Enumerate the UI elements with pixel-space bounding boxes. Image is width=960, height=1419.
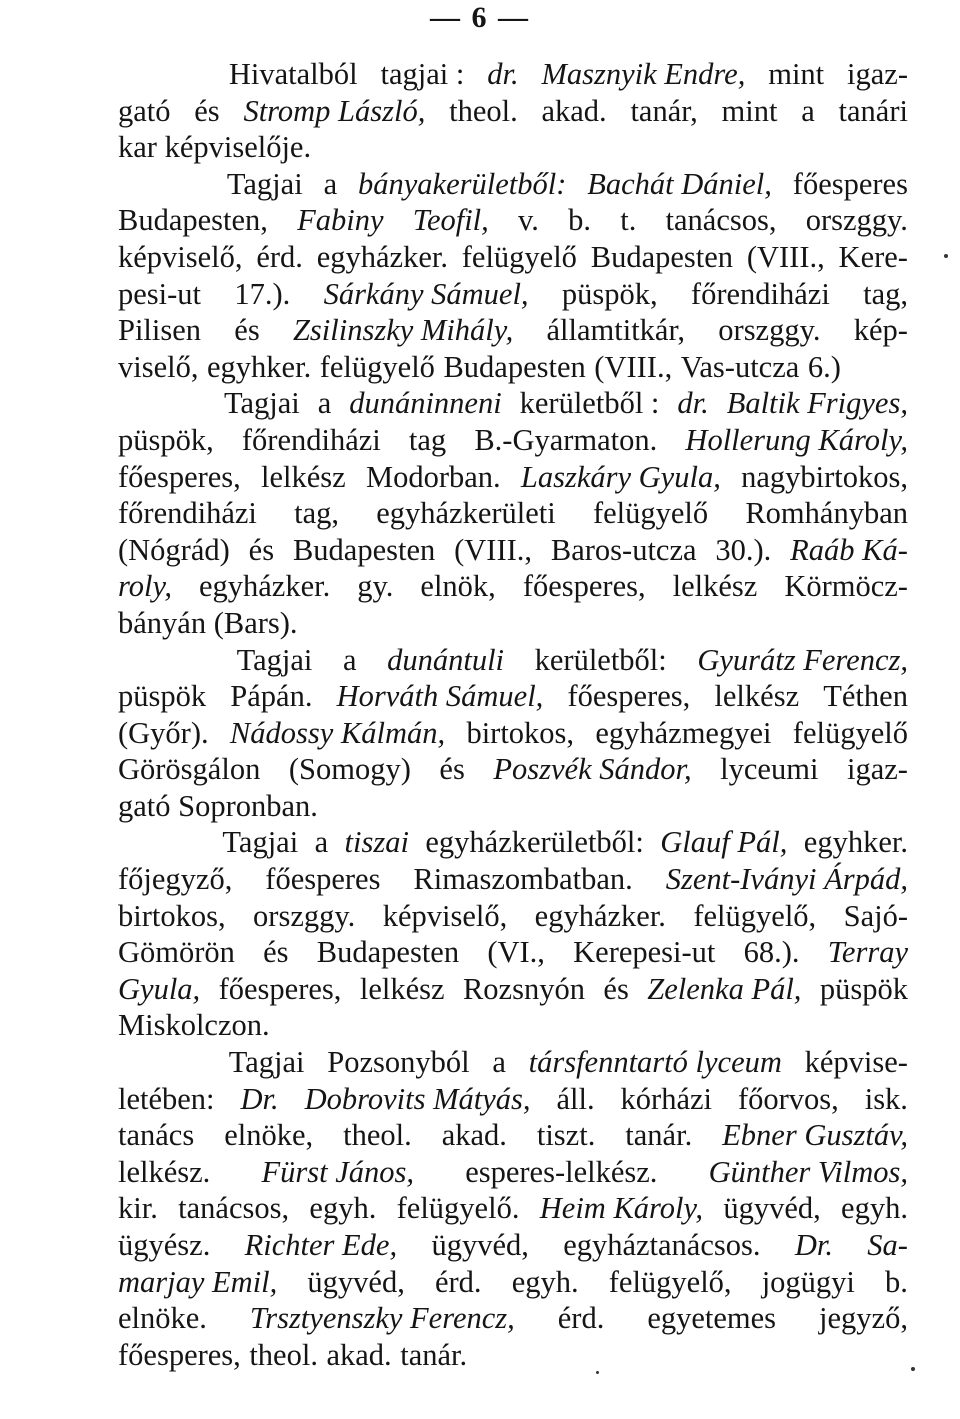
word: a [317,386,332,421]
word: ügyvéd, [307,1264,405,1299]
text-line [118,349,908,386]
word: Téthen [823,679,908,714]
word: orszggy. [718,313,821,348]
word: a [801,93,815,128]
text-line [118,276,908,313]
italic-name-text: bányakerületből: [358,166,567,201]
word: ügyvéd, [431,1228,529,1262]
italic-name-text: dr. [677,386,709,421]
word: egyhker. [803,825,908,860]
word: Budapesten [316,935,460,970]
word: a [323,166,338,201]
italic-name-text: dunáninneni [349,386,502,421]
word: jogügyi [761,1264,855,1299]
italic-name-text: dunántuli [387,642,505,677]
word: Miskolczon. [118,1008,270,1043]
word: tanácsos, [665,203,777,238]
word: Körmöcz- [784,569,908,604]
italic-name-text: marjay Emil, [118,1264,278,1299]
word: felügyelő, [693,898,817,933]
italic-name-text: Dr. [240,1081,279,1116]
italic-name-text: Szent-Iványi Árpád, [665,862,908,897]
word: esperes-lelkész. [465,1154,658,1189]
paragraph-indent [118,642,206,679]
word: Vas-utcza [680,349,800,384]
word: képvise- [804,1045,908,1080]
italic-name-text: Zsilinszky Mihály, [292,313,514,348]
word: lelkész. [118,1154,211,1189]
word: birtokos, [118,898,226,933]
text-line [118,971,908,1008]
word: tiszt. [536,1118,596,1153]
italic-name-text: Masznyik Endre, [541,57,746,91]
word: érd. [557,1301,605,1336]
word: tag, [294,496,339,531]
word: 68.). [743,935,800,970]
word: bányán (Bars). [118,605,298,640]
word: képviselő, [382,898,508,933]
word: tanár. [625,1118,693,1153]
text-line [118,568,908,605]
word: főesperes, [118,459,241,494]
italic-name-text: Laszkáry Gyula, [520,459,721,494]
word: tanácsos, [178,1191,290,1226]
word: (Győr). [118,715,209,750]
italic-name-text: Gyurátz Ferencz, [697,642,908,677]
word: püspök, [561,276,658,311]
word: Modorban. [365,459,501,494]
word: kerületből : [519,386,660,421]
word: egyetemes [647,1301,777,1336]
italic-name-text: dr. [487,57,519,91]
text-line [118,934,908,971]
word: Tagjai [226,166,303,201]
word: püspök [118,679,207,714]
italic-name-text: Glauf Pál, [660,825,788,860]
word: (VI., [487,935,545,970]
italic-name-text: társfenntartó lyceum [528,1045,782,1080]
text-line [118,166,908,203]
italic-name-text: Bachát Dániel, [587,166,772,201]
word: a [492,1045,506,1080]
word: lelkész [714,679,800,714]
word: tanács [118,1118,195,1153]
word: és [603,971,629,1006]
word: püspök [819,971,908,1006]
word: egyh. [511,1264,579,1299]
word: egyhker. [207,349,312,384]
word: kerületből: [534,642,667,677]
word: Budapesten, [118,203,268,238]
word: akad. [441,1118,507,1153]
word: Romhányban [745,496,908,531]
ink-speck [596,1371,599,1374]
italic-name-text: Terray [827,935,908,970]
paragraph-indent [118,56,206,93]
word: főesperes [792,166,908,201]
word: püspök, [118,422,214,457]
word: főesperes, [522,569,646,604]
word: Baros-utcza [550,532,697,567]
text-line [118,56,908,93]
word: B.-Gyarmaton. [474,422,658,457]
word: államtitkár, [546,313,686,348]
text-line [118,642,908,679]
text-line [118,1081,908,1118]
word: orszggy. [253,898,356,933]
text-line [118,1044,908,1081]
text-line [118,495,908,532]
word: Kerepesi-ut [573,935,716,970]
word: a [342,642,357,677]
word: kép- [853,313,908,348]
word: főjegyző, [118,862,233,897]
word: és [234,313,260,348]
word: viselő, [118,349,199,384]
word: orszggy. [805,203,908,238]
word: t. [620,203,637,238]
word: Kere- [838,239,908,274]
italic-name-text: Dr. [794,1228,833,1262]
word: egyházker. [316,239,448,274]
paragraph-indent [118,166,206,203]
word: 6.) [807,349,841,384]
italic-name-text: Poszvék Sándor, [493,752,692,787]
word: theol. [449,93,518,128]
word: tanári [838,93,908,128]
word: egyházkerületi [376,496,556,531]
word: ügyész. [118,1228,211,1262]
italic-name-text: Baltik Frigyes, [726,386,908,421]
word: főrendiházi [118,496,257,531]
word: (VIII., [454,532,533,567]
word: lelkész [359,971,445,1006]
word: mint [721,93,778,128]
word: tag, [863,276,908,311]
word: felügyelő. [396,1191,520,1226]
word: főrendiházi [241,422,381,457]
italic-name-text: Zelenka Pál, [647,971,802,1006]
word: Pilisen [118,313,202,348]
italic-name-text: Fürst János, [261,1154,414,1189]
word: kórházi [620,1081,712,1116]
word: (Somogy) [288,752,411,787]
word: (VIII., [746,239,825,274]
word: b. [885,1264,908,1299]
word: főorvos, [737,1081,839,1116]
text-line [118,605,908,642]
word: főrendiházi [690,276,830,311]
word: elnöke, [224,1118,314,1153]
text-line [118,312,908,349]
italic-name-text: Fabiny [297,203,384,238]
word: isk. [864,1081,908,1116]
page-number: — 6 — [430,1,530,34]
italic-name-text: Heim Károly, [539,1191,703,1226]
word: főesperes, [567,679,691,714]
word: egyh. [309,1191,377,1226]
word: Görösgálon [118,752,261,787]
italic-name-text: Ebner Gusztáv, [722,1118,908,1153]
word: Tagjai [236,642,313,677]
text-line [118,385,908,422]
text-line [118,1300,908,1337]
text-line [118,1337,908,1374]
word: pesi-ut [118,276,202,311]
word: kar képviselője. [118,130,312,165]
word: Pápán. [230,679,313,714]
ink-speck [911,1367,915,1371]
text-line [118,1154,908,1191]
word: mint [768,57,825,91]
word: akad. [541,93,607,128]
word: felügyelő [592,496,709,531]
italic-name-text: Trsztyenszky Ferencz, [249,1301,515,1336]
word: Budapesten [292,532,436,567]
word: gató Sopronban. [118,788,318,823]
word: lelkész [261,459,346,494]
word: Rimaszombatban. [413,862,633,897]
word: Gömörön [118,935,235,970]
word: (VIII., [594,349,673,384]
word: theol. [249,1337,318,1372]
ink-speck [944,254,948,258]
text-line [118,459,908,496]
word: érd. [256,239,303,274]
word: lelkész [672,569,758,604]
word: tagjai : [380,57,465,91]
word: elnök, [420,569,496,604]
word: főesperes, [218,971,342,1006]
word: jegyző, [819,1301,908,1336]
word: főesperes [265,862,381,897]
paragraph-indent [118,385,206,422]
word: főesperes, [118,1337,241,1372]
word: tag [408,422,447,457]
text-line [118,1007,908,1044]
text-line [118,1117,908,1154]
italic-name-text: Raáb Ká- [790,532,908,567]
word: (Nógrád) [118,532,230,567]
text-line [118,1190,908,1227]
word: Pozsonyból [327,1045,470,1080]
italic-name-text: Sárkány Sámuel, [323,276,529,311]
word: Tagjai [223,386,300,421]
word: egyh. [841,1191,908,1226]
italic-name-text: Günther Vilmos, [708,1154,908,1189]
word: képviselő, [118,239,243,274]
body-text [118,56,908,1373]
word: felügyelő [319,349,435,384]
word: kir. [118,1191,158,1226]
text-line [118,422,908,459]
word: Tagjai [222,825,299,860]
text-line [118,715,908,752]
text-line [118,129,908,166]
text-line [118,1227,908,1264]
italic-name-text: Nádossy Kálmán, [229,715,446,750]
word: és [263,935,289,970]
word: és [248,532,275,567]
word: birtokos, [466,715,575,750]
word: gy. [357,569,394,604]
italic-name-text: roly, [118,569,172,604]
word: felügyelő [792,715,908,750]
text-line [118,202,908,239]
word: a [314,825,329,860]
italic-name-text: tiszai [344,825,409,860]
italic-name-text: Hollerung Károly, [685,422,908,457]
italic-name-text: Teofil, [412,203,489,238]
italic-name-text: Gyula, [118,971,201,1006]
paragraph-indent [118,824,206,861]
word: és [194,93,220,128]
word: igaz- [846,752,908,787]
word: egyházker. [198,569,331,604]
word: és [439,752,465,787]
word: felügyelő, [608,1264,732,1299]
word: áll. [556,1081,595,1116]
word: felügyelő [461,239,577,274]
word: egyházker. [534,898,666,933]
word: theol. [343,1118,412,1153]
italic-name-text: Richter Ede, [244,1228,398,1262]
word: b. [568,203,591,238]
word: tanár. [400,1337,468,1372]
word: 17.). [234,276,291,311]
word: egyháztanácsos. [563,1228,761,1262]
text-line [118,678,908,715]
text-line [118,532,908,569]
text-line [118,751,908,788]
word: egyházkerületből: [425,825,644,860]
word: Hivatalból [228,57,358,91]
word: egyházmegyei [595,715,772,750]
word: 30.). [715,532,772,567]
word: Rozsnyón [462,971,585,1006]
italic-name-text: Dobrovits Mátyás, [304,1081,531,1116]
text-line [118,824,908,861]
word: elnöke. [118,1301,207,1336]
word: gató [118,93,171,128]
word: Budapesten [443,349,586,384]
text-line [118,861,908,898]
word: lyceumi [720,752,819,787]
italic-name-text: Sa- [867,1228,908,1262]
text-line [118,788,908,825]
word: Tagjai [228,1045,305,1080]
word: érd. [434,1264,482,1299]
italic-name-text: Horváth Sámuel, [336,679,544,714]
italic-name-text: Stromp László, [243,93,426,128]
word: ügyvéd, [723,1191,821,1226]
word: igaz- [847,57,908,91]
text-line [118,93,908,130]
text-line [118,1264,908,1301]
word: letében: [118,1081,215,1116]
text-line [118,898,908,935]
word: nagybirtokos, [741,459,908,494]
word: v. [518,203,539,238]
word: Sajó- [843,898,908,933]
text-line [118,239,908,276]
word: akad. [326,1337,392,1372]
word: Budapesten [590,239,734,274]
paragraph-indent [118,1044,206,1081]
word: tanár, [630,93,698,128]
